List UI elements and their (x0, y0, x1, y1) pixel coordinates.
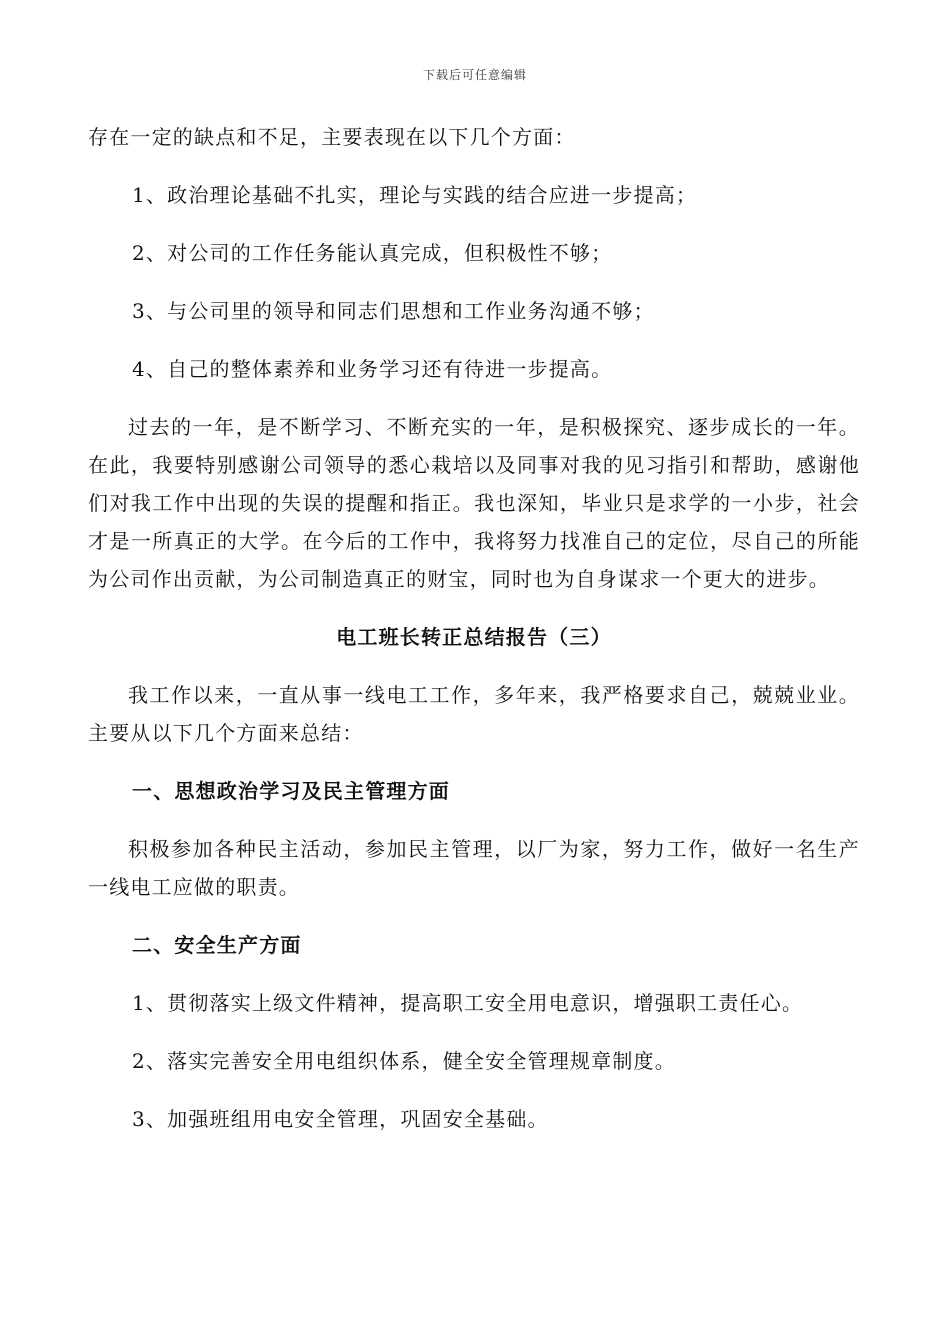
safety-item-3: 3、加强班组用电安全管理，巩固安全基础。 (132, 1107, 549, 1131)
summary-paragraph: 过去的一年，是不断学习、不断充实的一年，是积极探究、逐步成长的一年。在此，我要特别感谢公司领导的悉心栽培以及同事对我的见习指引和帮助，感谢他们对我工作中出现的失误的提醒和指正。我也深知，毕业只是求学的一小步，社会才是一所真正的大学。在今后的工作中，我将努力找准自己的定位，尽自己的所能为公司作出贡献，为公司制造真正的财宝，同时也为自身谋求一个更大的进步。 (88, 415, 860, 591)
document-body (88, 118, 860, 1138)
heading-politics: 一、思想政治学习及民主管理方面 (132, 779, 450, 803)
page-header-note: 下载后可任意编辑 (422, 68, 527, 82)
shortcoming-item-4: 4、自己的整体素养和业务学习还有待进一步提高。 (132, 357, 613, 381)
safety-item-1: 1、贯彻落实上级文件精神，提高职工安全用电意识，增强职工责任心。 (132, 991, 804, 1015)
section-title: 电工班长转正总结报告（三） (336, 625, 612, 649)
safety-item-2: 2、落实完善安全用电组织体系，健全安全管理规章制度。 (132, 1049, 676, 1073)
shortcoming-item-1: 1、政治理论基础不扎实，理论与实践的结合应进一步提高； (132, 183, 698, 207)
politics-paragraph: 积极参加各种民主活动，参加民主管理，以厂为家，努力工作，做好一名生产一线电工应做的职责。 (88, 837, 860, 899)
heading-safety: 二、安全生产方面 (132, 933, 302, 957)
intro-paragraph: 存在一定的缺点和不足，主要表现在以下几个方面： (88, 125, 576, 149)
shortcoming-item-2: 2、对公司的工作任务能认真完成，但积极性不够； (132, 241, 613, 265)
opening-paragraph: 我工作以来，一直从事一线电工工作，多年来，我严格要求自己，兢兢业业。主要从以下几个方面来总结： (88, 683, 860, 745)
shortcoming-item-3: 3、与公司里的领导和同志们思想和工作业务沟通不够； (132, 299, 655, 323)
